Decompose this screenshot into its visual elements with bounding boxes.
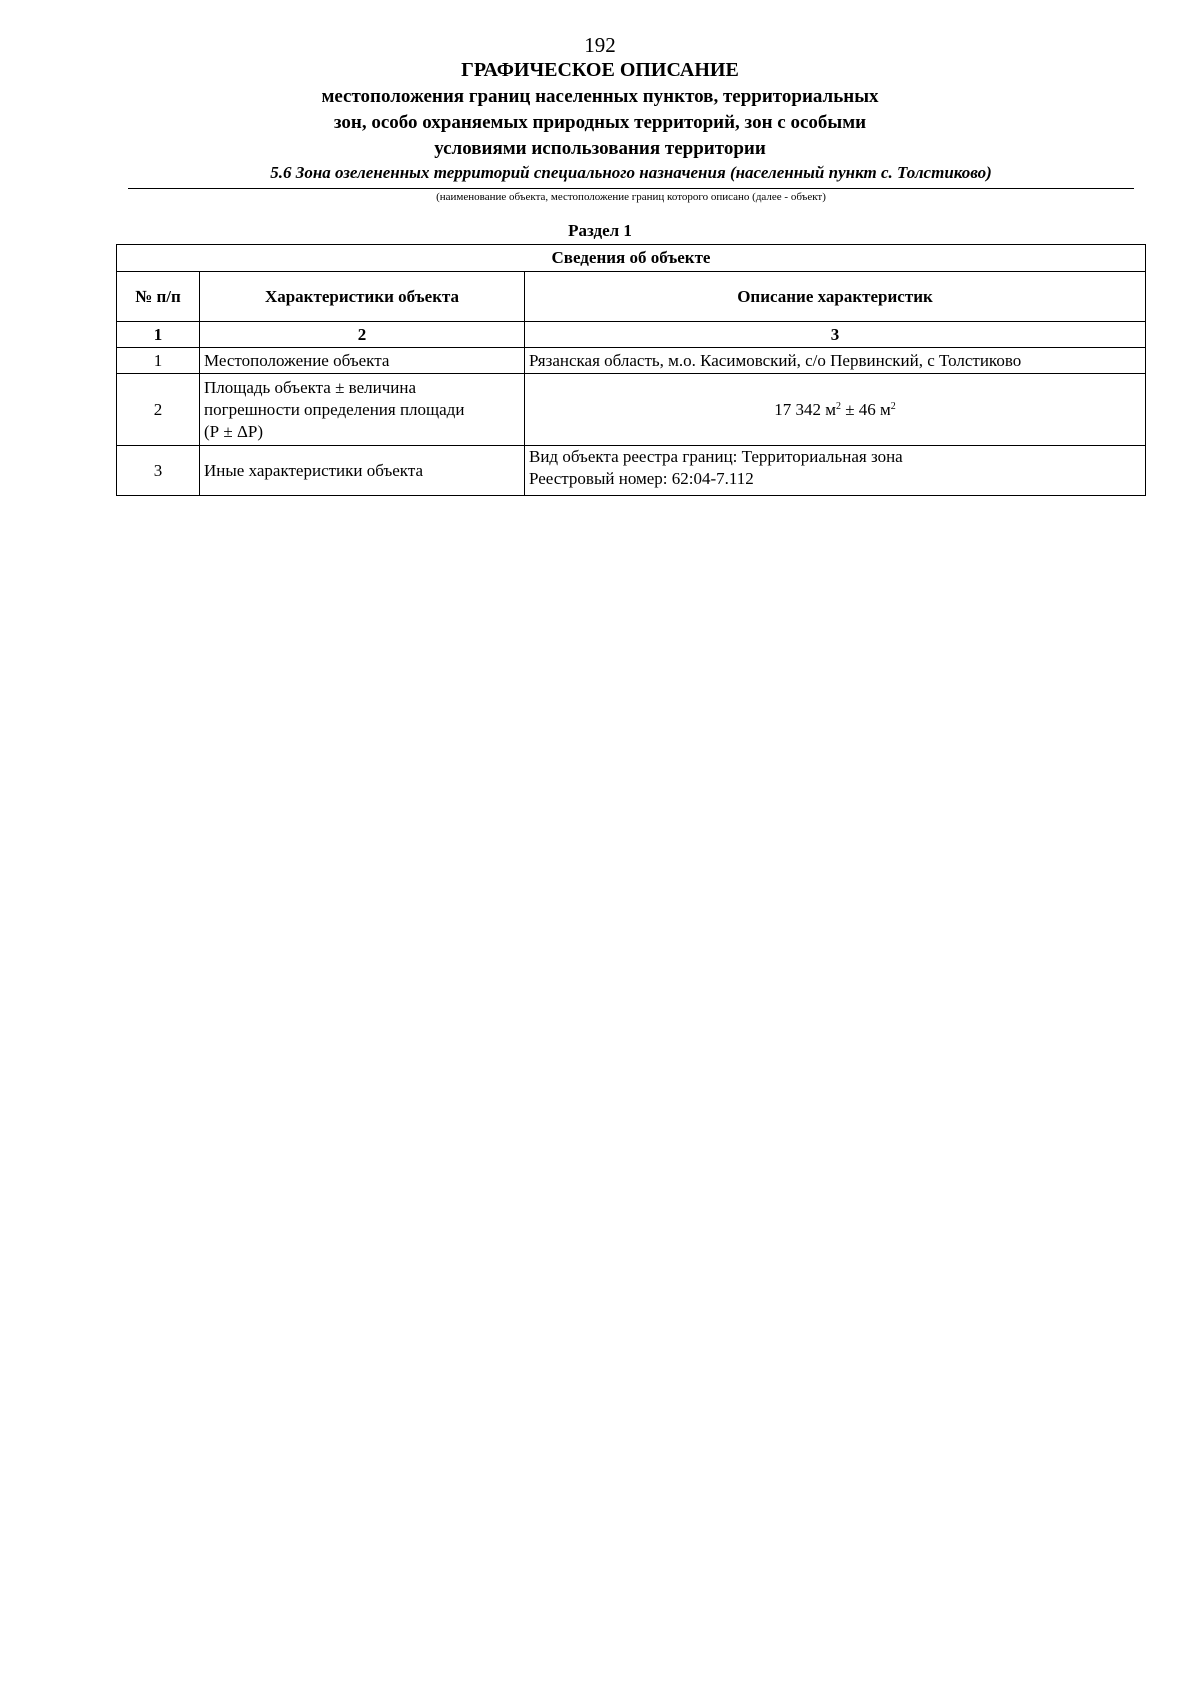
- object-info-table: [116, 244, 1146, 496]
- characteristic-line: (Р ± ΔР): [204, 421, 263, 441]
- table-caption-row: [117, 245, 1146, 272]
- object-name-underline: [128, 188, 1134, 189]
- row-characteristic: Иные характеристики объекта: [200, 446, 525, 496]
- page-number: 192: [584, 33, 616, 57]
- subtitle-line: местоположения границ населенных пунктов, территориальных: [321, 86, 879, 107]
- table-header-row: [117, 272, 1146, 322]
- table-caption: Сведения об объекте: [117, 245, 1146, 272]
- area-number: 17 342 м: [774, 399, 836, 419]
- column-number: 3: [525, 322, 1146, 348]
- table-row: [117, 446, 1146, 496]
- header-description: Описание характеристик: [525, 272, 1146, 322]
- row-number: 2: [117, 374, 200, 446]
- section-title: Раздел 1: [568, 221, 632, 240]
- row-description: Рязанская область, м.о. Касимовский, с/о Первинский, с Толстиково: [525, 348, 1146, 374]
- document-subtitle: [250, 84, 950, 162]
- area-error: ± 46 м: [840, 399, 891, 419]
- table-row: [117, 374, 1146, 446]
- subtitle-line: зон, особо охраняемых природных территорий, зон с особыми: [333, 112, 867, 133]
- area-value: [525, 374, 1146, 446]
- row-description: [525, 446, 1146, 496]
- area-error-exponent: 2: [890, 400, 896, 412]
- description-line: Реестровый номер: 62:04-7.112: [529, 469, 754, 488]
- object-name: 5.6 Зона озелененных территорий специального назначения (населенный пункт с. Толстиково): [270, 163, 992, 182]
- subtitle-line: условиями использования территории: [434, 138, 766, 159]
- header-characteristic: Характеристики объекта: [200, 272, 525, 322]
- area-unit-exponent: 2: [835, 400, 841, 412]
- row-characteristic: [200, 374, 525, 446]
- row-number: 3: [117, 446, 200, 496]
- column-number: 1: [117, 322, 200, 348]
- characteristic-line: погрешности определения площади: [204, 399, 465, 419]
- header-num: № п/п: [117, 272, 200, 322]
- table-row: [117, 348, 1146, 374]
- characteristic-line: Площадь объекта ± величина: [204, 377, 417, 397]
- description-line: Вид объекта реестра границ: Территориальная зона: [529, 447, 903, 466]
- document-title: ГРАФИЧЕСКОЕ ОПИСАНИЕ: [461, 59, 739, 81]
- row-number: 1: [117, 348, 200, 374]
- object-caption: (наименование объекта, местоположение границ которого описано (далее - объект): [436, 191, 826, 203]
- row-characteristic: Местоположение объекта: [200, 348, 525, 374]
- column-number: 2: [200, 322, 525, 348]
- column-number-row: [117, 322, 1146, 348]
